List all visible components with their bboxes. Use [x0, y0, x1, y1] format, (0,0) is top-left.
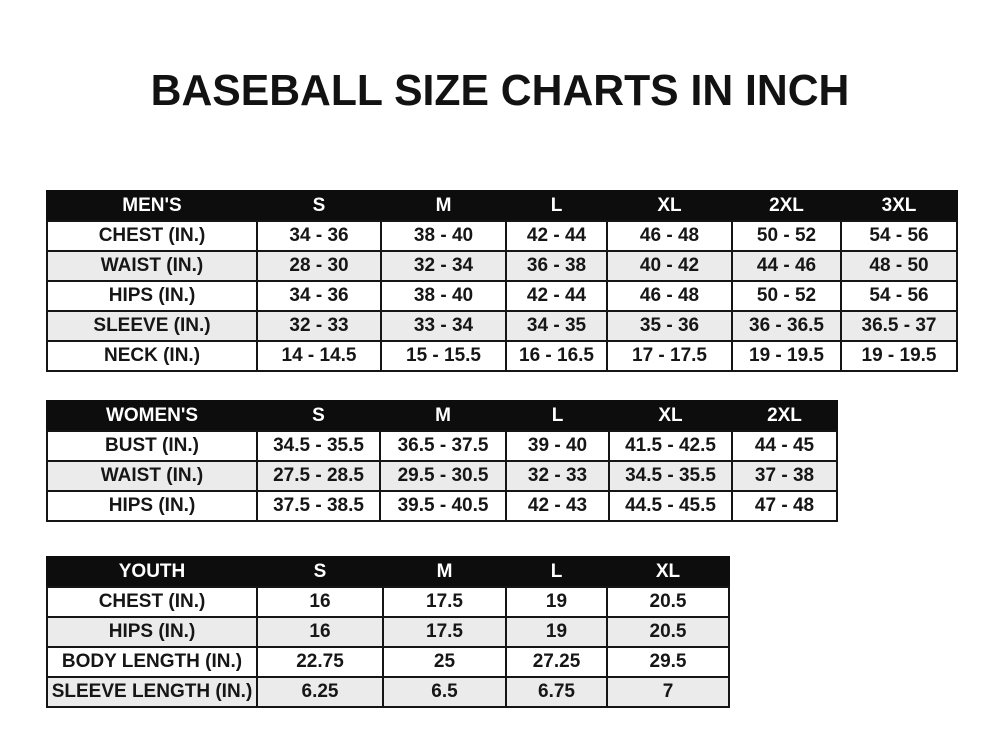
size-value: 33 - 34: [381, 311, 506, 341]
row-label: WAIST (IN.): [47, 461, 257, 491]
size-value: 25: [383, 647, 506, 677]
size-value: 22.75: [257, 647, 383, 677]
size-value: 50 - 52: [732, 221, 841, 251]
size-value: 44.5 - 45.5: [609, 491, 732, 521]
size-value: 36.5 - 37: [841, 311, 957, 341]
column-header: M: [381, 191, 506, 221]
column-header: 3XL: [841, 191, 957, 221]
size-value: 17 - 17.5: [607, 341, 732, 371]
row-label: BUST (IN.): [47, 431, 257, 461]
column-header: S: [257, 191, 381, 221]
table-row: [47, 251, 957, 281]
size-value: 34 - 36: [257, 281, 381, 311]
table-row: [47, 221, 957, 251]
size-value: 19 - 19.5: [841, 341, 957, 371]
size-value: 28 - 30: [257, 251, 381, 281]
womens-header-row: [47, 401, 837, 431]
size-value: 37.5 - 38.5: [257, 491, 380, 521]
size-value: 47 - 48: [732, 491, 837, 521]
size-value: 50 - 52: [732, 281, 841, 311]
table-row: [47, 341, 957, 371]
column-header: XL: [609, 401, 732, 431]
row-label: HIPS (IN.): [47, 617, 257, 647]
column-header: L: [506, 557, 607, 587]
size-value: 14 - 14.5: [257, 341, 381, 371]
size-value: 46 - 48: [607, 221, 732, 251]
size-value: 35 - 36: [607, 311, 732, 341]
youth-size-table: [46, 556, 730, 708]
womens-size-table: [46, 400, 838, 522]
column-header: M: [383, 557, 506, 587]
size-value: 46 - 48: [607, 281, 732, 311]
table-row: [47, 281, 957, 311]
column-header: M: [380, 401, 506, 431]
size-value: 38 - 40: [381, 281, 506, 311]
column-header: S: [257, 401, 380, 431]
table-row: [47, 647, 729, 677]
column-header: XL: [607, 191, 732, 221]
youth-header-row: [47, 557, 729, 587]
size-value: 19: [506, 617, 607, 647]
table-title-cell: WOMEN'S: [47, 401, 257, 431]
size-value: 40 - 42: [607, 251, 732, 281]
size-value: 17.5: [383, 587, 506, 617]
row-label: HIPS (IN.): [47, 491, 257, 521]
size-value: 29.5 - 30.5: [380, 461, 506, 491]
table-row: [47, 461, 837, 491]
row-label: HIPS (IN.): [47, 281, 257, 311]
size-value: 34.5 - 35.5: [257, 431, 380, 461]
column-header: 2XL: [732, 191, 841, 221]
size-value: 16 - 16.5: [506, 341, 607, 371]
size-value: 20.5: [607, 587, 729, 617]
size-value: 19 - 19.5: [732, 341, 841, 371]
column-header: 2XL: [732, 401, 837, 431]
size-value: 42 - 44: [506, 281, 607, 311]
size-value: 38 - 40: [381, 221, 506, 251]
size-value: 36 - 38: [506, 251, 607, 281]
page-title: BASEBALL SIZE CHARTS IN INCH: [150, 66, 850, 115]
row-label: SLEEVE (IN.): [47, 311, 257, 341]
size-value: 34 - 36: [257, 221, 381, 251]
size-value: 32 - 33: [257, 311, 381, 341]
row-label: WAIST (IN.): [47, 251, 257, 281]
size-value: 42 - 43: [506, 491, 609, 521]
size-value: 41.5 - 42.5: [609, 431, 732, 461]
size-value: 27.5 - 28.5: [257, 461, 380, 491]
table-row: [47, 617, 729, 647]
size-value: 37 - 38: [732, 461, 837, 491]
row-label: NECK (IN.): [47, 341, 257, 371]
size-value: 39.5 - 40.5: [380, 491, 506, 521]
size-value: 16: [257, 587, 383, 617]
size-value: 20.5: [607, 617, 729, 647]
size-value: 6.5: [383, 677, 506, 707]
table-row: [47, 491, 837, 521]
mens-header-row: [47, 191, 957, 221]
column-header: L: [506, 191, 607, 221]
size-value: 44 - 45: [732, 431, 837, 461]
size-value: 36 - 36.5: [732, 311, 841, 341]
table-title-cell: MEN'S: [47, 191, 257, 221]
row-label: CHEST (IN.): [47, 221, 257, 251]
mens-size-table: [46, 190, 958, 372]
row-label: BODY LENGTH (IN.): [47, 647, 257, 677]
size-value: 39 - 40: [506, 431, 609, 461]
size-value: 27.25: [506, 647, 607, 677]
table-row: [47, 587, 729, 617]
row-label: SLEEVE LENGTH (IN.): [47, 677, 257, 707]
size-value: 54 - 56: [841, 281, 957, 311]
size-value: 34.5 - 35.5: [609, 461, 732, 491]
size-value: 42 - 44: [506, 221, 607, 251]
column-header: L: [506, 401, 609, 431]
table-row: [47, 677, 729, 707]
table-title-cell: YOUTH: [47, 557, 257, 587]
size-value: 44 - 46: [732, 251, 841, 281]
table-row: [47, 431, 837, 461]
size-value: 29.5: [607, 647, 729, 677]
size-value: 32 - 34: [381, 251, 506, 281]
size-value: 54 - 56: [841, 221, 957, 251]
size-value: 36.5 - 37.5: [380, 431, 506, 461]
column-header: XL: [607, 557, 729, 587]
size-value: 48 - 50: [841, 251, 957, 281]
row-label: CHEST (IN.): [47, 587, 257, 617]
size-value: 6.25: [257, 677, 383, 707]
column-header: S: [257, 557, 383, 587]
size-value: 19: [506, 587, 607, 617]
size-value: 17.5: [383, 617, 506, 647]
size-value: 7: [607, 677, 729, 707]
size-value: 32 - 33: [506, 461, 609, 491]
size-value: 34 - 35: [506, 311, 607, 341]
table-row: [47, 311, 957, 341]
size-value: 6.75: [506, 677, 607, 707]
size-value: 16: [257, 617, 383, 647]
size-value: 15 - 15.5: [381, 341, 506, 371]
